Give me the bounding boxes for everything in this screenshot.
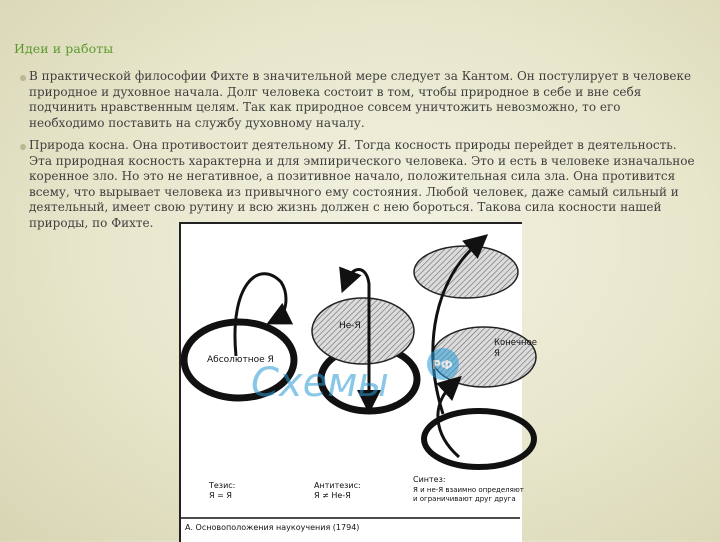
- paragraph-1: В практической философии Фихте в значительной мере следует за Кантом. Он постулирует в человеке природное и духовное начала. Долг человека состоит в том, чтобы природное в себе и вне себя подчинить нравственным целям. Так как природное совсем уничтожить невозможно, то его необходимо поставить на службу духовному началу.: [29, 69, 692, 130]
- paragraph-2: Природа косна. Она противостоит деятельному Я. Тогда косность природы перейдет в деятельность. Эта природная косность характерна и для эмпирического человека. Это и есть в человеке изначальное коренное зло. Но это не негативное, а позитивное начало, положительная сила зла. Она противится всему, что вырывает человека из привычного ему состояния. Любой человек, даже самый сильный и деятельный, имеет свою рутину и всю жизнь должен с нею бороться. Такова сила косности нашей природы, по Фихте.: [29, 138, 695, 230]
- absolute-i-label: Абсолютное Я: [207, 355, 274, 365]
- watermark-badge-text: РФ: [432, 358, 453, 372]
- antithesis-caption-2: Я ≠ Не-Я: [314, 491, 351, 500]
- finite-i-label-1: Конечное: [494, 338, 538, 348]
- not-i-label: Не-Я: [339, 321, 361, 331]
- antithesis-caption-1: Антитезис:: [314, 481, 361, 490]
- synthesis-caption-1: Синтез:: [413, 475, 446, 484]
- absolute-i-arrow: [235, 274, 286, 356]
- thesis-caption-2: Я = Я: [209, 491, 232, 500]
- slide-title: Идеи и работы: [14, 41, 114, 56]
- bullet-2: [20, 144, 26, 150]
- synthesis-caption-3: и ограничивают друг друга: [413, 495, 516, 503]
- not-i-ellipse: [312, 298, 414, 364]
- watermark-text: Схемы: [251, 360, 389, 406]
- right-ring: [424, 411, 534, 467]
- fichte-diagram-image: [179, 222, 538, 542]
- finite-i-label-2: Я: [494, 349, 500, 359]
- synthesis-caption-2: Я и не-Я взаимно определяют: [413, 486, 524, 494]
- figure-footer: А. Основоположения наукоучения (1794): [185, 523, 360, 532]
- bullet-1: [20, 75, 26, 81]
- thesis-caption-1: Тезис:: [209, 481, 236, 490]
